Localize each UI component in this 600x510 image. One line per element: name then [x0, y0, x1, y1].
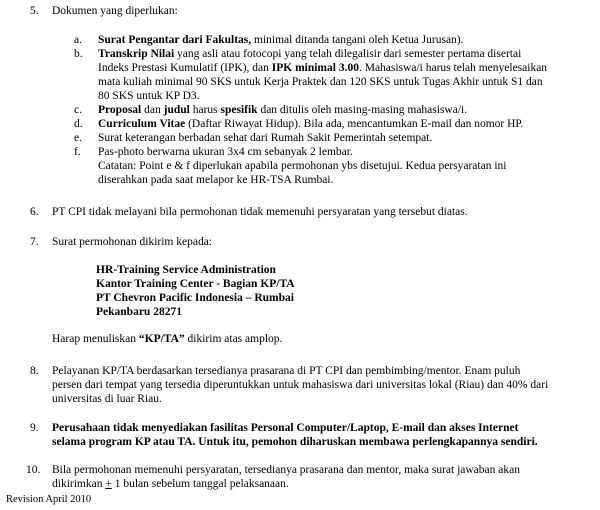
item-5f-text: Pas-photo berwarna ukuran 3x4 cm sebanyak 2 lembar. [98, 146, 353, 158]
item-10-line2b: 1 bulan sebelum tanggal pelaksanaan. [111, 478, 289, 490]
address-line-3: PT Chevron Pacific Indonesia – Rumbai [96, 292, 294, 304]
item-5f-note-line2: diserahkan pada saat melapor ke HR-TSA Rumbai. [98, 174, 334, 186]
item-5a-bold: Surat Pengantar dari Fakultas, [98, 34, 252, 46]
item-10-text [52, 463, 520, 491]
item-5e-letter: e. [74, 132, 82, 144]
envelope-note-post: dikirim atas amplop. [184, 333, 283, 345]
item-6-number: 6. [30, 206, 39, 218]
item-10-plusminus: + [105, 478, 112, 490]
item-5b-line2a: Indeks Prestasi Kumulatif (IPK), dan [98, 62, 272, 74]
item-5b-letter: b. [74, 48, 83, 60]
item-5e-text: Surat keterangan berbadan sehat dari Rumah Sakit Pemerintah setempat. [98, 132, 433, 144]
item-5a-letter: a. [74, 34, 82, 46]
item-8-line3: universitas di luar Riau. [52, 393, 162, 405]
item-6-text: PT CPI tidak melayani bila permohonan tidak memenuhi persyaratan yang tersebut diatas. [52, 206, 468, 218]
item-5f-letter: f. [74, 146, 81, 158]
item-5c-text3: dan ditulis oleh masing-masing mahasiswa/i. [257, 104, 468, 116]
item-10-number: 10. [26, 464, 41, 476]
address-line-4: Pekanbaru 28271 [96, 306, 182, 318]
item-5c-bold3: spesifik [220, 104, 258, 116]
item-5-number: 5. [30, 5, 39, 17]
item-5c-text2: harus [189, 104, 221, 116]
revision-note: Revision April 2010 [6, 494, 92, 505]
item-5b-line4: 80 SKS untuk KP D3. [98, 90, 200, 102]
address-line-1: HR-Training Service Administration [96, 264, 276, 276]
item-5b-bold1: Transkrip Nilai [98, 48, 175, 60]
item-9-text [52, 421, 538, 449]
address-line-2: Kantor Training Center - Bagian KP/TA [96, 278, 295, 290]
item-5d-text: (Daftar Riwayat Hidup). Bila ada, mencantumkan E-mail dan nomor HP. [185, 118, 524, 130]
item-5b-line2b: . Mahasiswa/i harus telah menyelesaikan [358, 62, 548, 74]
envelope-note [52, 332, 282, 346]
item-9-line2: selama program KP atau TA. Untuk itu, pemohon diharuskan membawa perlengkapannya sendiri. [52, 436, 538, 448]
item-8-text [52, 364, 548, 406]
item-8-number: 8. [30, 365, 39, 377]
item-5b-bold2: IPK minimal 3.00 [271, 62, 359, 74]
item-5f-note-line1: Catatan: Point e & f diperlukan apabila permohonan ybs disetujui. Kedua persyaratan ini [98, 160, 507, 172]
item-7-number: 7. [30, 236, 39, 248]
mailing-address [96, 263, 295, 319]
item-5c-bold1: Proposal [98, 104, 142, 116]
envelope-note-pre: Harap menuliskan [52, 333, 139, 345]
item-9-number: 9. [30, 422, 39, 434]
item-5c-bold2: judul [163, 104, 190, 116]
item-8-line1: Pelayanan KP/TA berdasarkan tersedianya prasarana di PT CPI dan pembimbing/mentor. Enam puluh [52, 365, 521, 377]
item-9-line1: Perusahaan tidak menyediakan fasilitas Personal Computer/Laptop, E-mail dan akses Internet [52, 422, 519, 434]
item-5d-bold: Curriculum Vitae [98, 118, 186, 130]
item-10-line1: Bila permohonan memenuhi persyaratan, tersedianya prasarana dan mentor, maka surat jawaban akan [52, 464, 520, 476]
item-5c-letter: c. [74, 104, 82, 116]
item-5-title: Dokumen yang diperlukan: [52, 5, 178, 17]
item-10-line2a: dikirimkan [52, 478, 106, 490]
item-5b-line3: mata kuliah minimal 90 SKS untuk Kerja Praktek dan 120 SKS untuk Tugas Akhir untuk S1 dan [98, 76, 543, 88]
item-5d-letter: d. [74, 118, 83, 130]
item-5c-text1: dan [141, 104, 164, 116]
item-5b-line1: yang asli atau fotocopi yang telah dilegalisir dari semester pertama disertai [174, 48, 522, 60]
item-7-text: Surat permohonan dikirim kepada: [52, 236, 213, 248]
item-5a-text: minimal ditanda tangani oleh Ketua Jurusan). [251, 34, 464, 46]
envelope-note-bold: “KP/TA” [138, 333, 185, 345]
item-8-line2: persen dari tempat yang tersedia diperuntukkan untuk mahasiswa dari universitas lokal (Riau) dan 40% dari [52, 379, 549, 391]
